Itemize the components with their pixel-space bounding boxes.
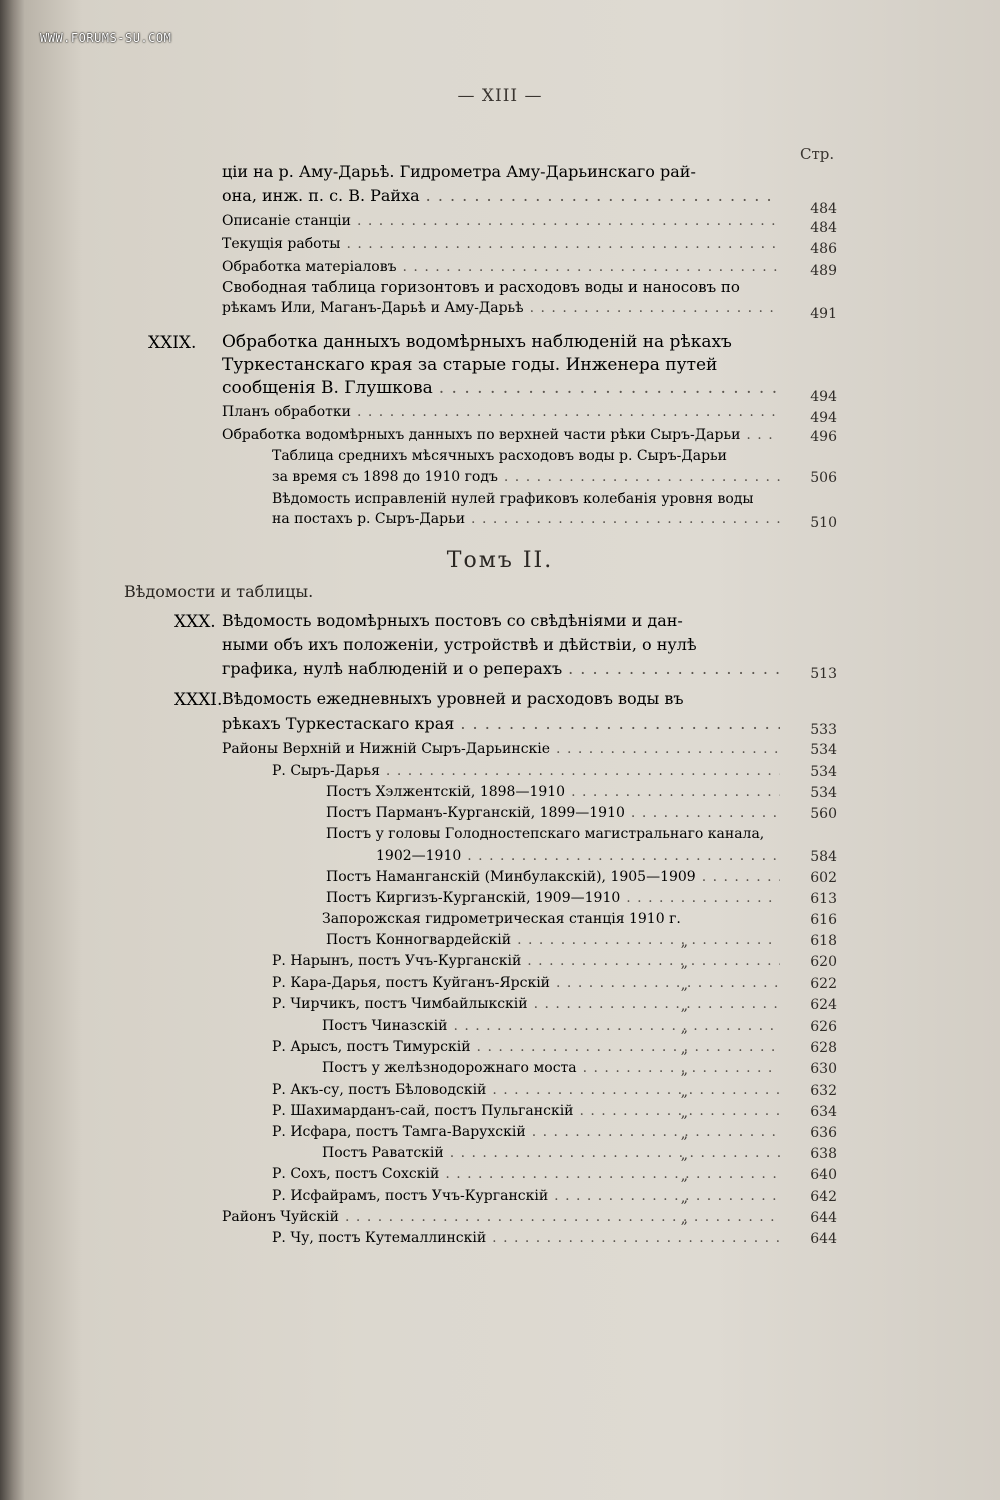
toc-line: Районы Верхній и Нижній Сыръ-Дарьинскіе . . . (222, 741, 780, 757)
page-ref: 634 (810, 1104, 837, 1120)
page-ref: 560 (810, 806, 837, 822)
ditto-mark: „ (680, 1126, 688, 1141)
page-ref: 484 (810, 201, 837, 217)
ditto-mark: „ (680, 998, 688, 1013)
toc-line: за время съ 1898 до 1910 годъ . . . (272, 469, 780, 485)
page-ref: 602 (810, 870, 837, 886)
toc-line: Таблица среднихъ мѣсячныхъ расходовъ воды р. Сыръ-Дарьи (272, 448, 727, 464)
toc-line: Текущія работы . . . (222, 236, 780, 252)
toc-line: Вѣдомость ежедневныхъ уровней и расходовъ воды въ (222, 690, 684, 708)
toc-line: Районъ Чуйскій „ . . . (222, 1209, 780, 1225)
toc-line: Постъ Чиназскій „ . . . (322, 1018, 780, 1034)
toc-line: рѣкахъ Туркестаскаго края . . . (222, 715, 780, 733)
ditto-mark: „ (680, 1084, 688, 1099)
toc-line: Р. Чирчикъ, постъ Чимбайлыкскій „ . . . (272, 996, 780, 1012)
ditto-mark: „ (680, 1062, 688, 1077)
page-ref: 486 (810, 241, 837, 257)
toc-line: Постъ у головы Голодностепскаго магистральнаго канала, (326, 826, 765, 842)
page-ref: 489 (810, 263, 837, 279)
toc-line: Р. Арысъ, постъ Тимурскій „ . . . (272, 1039, 780, 1055)
page-ref: 626 (810, 1019, 837, 1035)
toc-line: ціи на р. Аму-Дарьѣ. Гидрометра Аму-Дарьинскаго рай- (222, 163, 696, 181)
toc-line: Постъ Наманганскій (Минбулакскій), 1905—1909 . . . (326, 869, 780, 885)
page-ref: 632 (810, 1083, 837, 1099)
ditto-mark: „ (680, 934, 688, 949)
toc-line: Р. Сохъ, постъ Сохскій „ . . . (272, 1166, 780, 1182)
page-ref: 616 (810, 912, 837, 928)
page-ref: 636 (810, 1125, 837, 1141)
page-ref: 644 (810, 1210, 837, 1226)
page-ref: 618 (810, 933, 837, 949)
toc-line: Постъ Киргизъ-Курганскій, 1909—1910 . . . (326, 890, 780, 906)
toc-line: ными объ ихъ положеніи, устройствѣ и дѣйствіи, о нулѣ (222, 636, 697, 654)
page-ref: 534 (810, 785, 837, 801)
toc-line: рѣкамъ Или, Маганъ-Дарьѣ и Аму-Дарьѣ . . . (222, 300, 780, 316)
toc-line: Р. Акъ-су, постъ Бѣловодскій „ . . . (272, 1082, 780, 1098)
section-roman-numeral: XXX. (174, 612, 216, 632)
toc-line: Туркестанскаго края за старые годы. Инженера путей (222, 356, 718, 375)
watermark: WWW.FORUMS-SU.COM (40, 31, 172, 45)
toc-line: она, инж. п. с. В. Райха . . . (222, 187, 780, 205)
page-ref: 533 (810, 722, 837, 738)
toc-line: Р. Кара-Дарья, постъ Куйганъ-Ярскій „ . . . (272, 975, 780, 991)
volume-heading: Томъ II. (446, 548, 554, 573)
page-ref: 513 (810, 666, 837, 682)
toc-line: Обработка водомѣрныхъ данныхъ по верхней части рѣки Сыръ-Дарьи . . . (222, 427, 780, 443)
toc-line: Р. Исфара, постъ Тамга-Варухскій „ . . . (272, 1124, 780, 1140)
ditto-mark: „ (680, 1041, 688, 1056)
page-ref: 640 (810, 1167, 837, 1183)
toc-line: Постъ Конногвардейскій „ . . . (326, 932, 780, 948)
page-ref: 534 (810, 742, 837, 758)
toc-line: графика, нулѣ наблюденій и о реперахъ . . . (222, 660, 780, 678)
page-ref: 510 (810, 515, 837, 531)
page-ref: 613 (810, 891, 837, 907)
toc-line: Постъ Хэлжентскій, 1898—1910 . . . (326, 784, 780, 800)
section-roman-numeral: XXIX. (148, 333, 197, 353)
toc-line: Свободная таблица горизонтовъ и расходовъ воды и наносовъ по (222, 279, 740, 296)
ditto-mark: „ (680, 1105, 688, 1120)
page-ref: 484 (810, 220, 837, 236)
page-ref: 642 (810, 1189, 837, 1205)
toc-line: сообщенія В. Глушкова . . . (222, 379, 780, 399)
toc-line: Вѣдомость водомѣрныхъ постовъ со свѣдѣніями и дан- (222, 612, 683, 630)
ditto-mark: „ (680, 1190, 688, 1205)
toc-line: Р. Чу, постъ Кутемаллинскій . . . (272, 1230, 780, 1246)
page-ref: 534 (810, 764, 837, 780)
page-ref: 630 (810, 1061, 837, 1077)
section-roman-numeral: XXXI. (174, 690, 223, 710)
page-ref: 494 (810, 389, 837, 405)
toc-line: Вѣдомость исправленій нулей графиковъ колебанія уровня воды (272, 491, 754, 507)
toc-line: Р. Исфайрамъ, постъ Учъ-Курганскій „ . . . (272, 1188, 780, 1204)
toc-line: Постъ Раватскій „ . . . (322, 1145, 780, 1161)
page-number-header: — XIII — (457, 86, 543, 106)
toc-line: 1902—1910 . . . (376, 848, 780, 864)
ditto-mark: „ (680, 1211, 688, 1226)
toc-line: Р. Нарынъ, постъ Учъ-Курганскій „ . . . (272, 953, 780, 969)
page-ref: 620 (810, 954, 837, 970)
toc-line: Описаніе станціи . . . (222, 213, 780, 229)
toc-line: Запорожская гидрометрическая станція 1910 г. (322, 911, 681, 927)
ditto-mark: „ (680, 1020, 688, 1035)
ditto-mark: „ (680, 977, 688, 992)
page-ref: 638 (810, 1146, 837, 1162)
page-column-label: Стр. (800, 145, 835, 163)
ditto-mark: „ (680, 1147, 688, 1162)
ditto-mark: „ (680, 955, 688, 970)
page-ref: 644 (810, 1231, 837, 1247)
page-ref: 584 (810, 849, 837, 865)
page-ref: 624 (810, 997, 837, 1013)
toc-line: Р. Шахимарданъ-сай, постъ Пульганскій „ . . . (272, 1103, 780, 1119)
toc-line: Постъ у желѣзнодорожнаго моста „ . . . (322, 1060, 780, 1076)
toc-line: Р. Сыръ-Дарья . . . (272, 763, 780, 779)
page-ref: 491 (810, 306, 837, 322)
toc-line: Обработка матеріаловъ . . . (222, 259, 780, 275)
toc-line: Обработка данныхъ водомѣрныхъ наблюденій на рѣкахъ (222, 333, 732, 352)
section-title: Вѣдомости и таблицы. (124, 582, 314, 601)
page-ref: 622 (810, 976, 837, 992)
toc-line: Постъ Парманъ-Курганскій, 1899—1910 . . . (326, 805, 780, 821)
page-ref: 628 (810, 1040, 837, 1056)
toc-line: Планъ обработки . . . (222, 404, 780, 420)
page-ref: 496 (810, 429, 837, 445)
toc-line: на постахъ р. Сыръ-Дарьи . . . (272, 511, 780, 527)
page-ref: 506 (810, 470, 837, 486)
ditto-mark: „ (680, 1168, 688, 1183)
page-ref: 494 (810, 410, 837, 426)
